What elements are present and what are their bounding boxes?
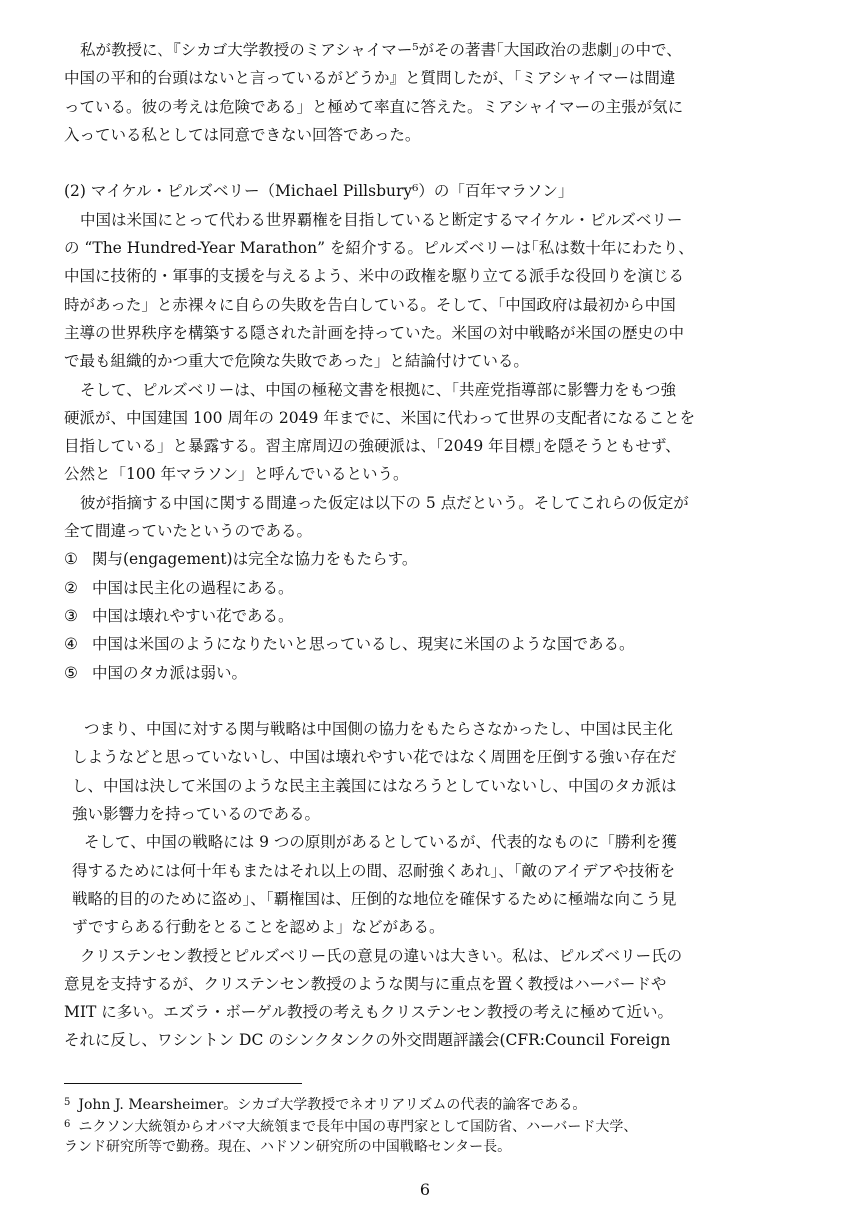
text-line: 目指している」と暴露する。習主席周辺の強硬派は、｢2049 年目標｣を隠そうともせず、 bbox=[64, 437, 681, 456]
text-line: つまり、中国に対する関与戦略は中国側の協力をもたらさなかったし、中国は民主化 bbox=[84, 720, 674, 739]
text-line: で最も組織的かつ重大で危険な失敗であった」と結論付けている。 bbox=[64, 352, 529, 371]
paragraph-principles bbox=[64, 828, 794, 941]
list-number: ① bbox=[64, 550, 78, 569]
list-text: 中国は壊れやすい花である。 bbox=[92, 606, 294, 625]
paragraph-assumptions bbox=[64, 489, 794, 546]
footnote-5 bbox=[64, 1092, 804, 1114]
list-number: ② bbox=[64, 578, 78, 597]
paragraph-comparison bbox=[64, 942, 794, 1055]
text-line: 公然と「100 年マラソン」と呼んでいるという。 bbox=[64, 465, 409, 484]
footnote-mark: 5 bbox=[64, 1097, 71, 1108]
text-line: 私が教授に､『シカゴ大学教授のミアシャイマー⁵がその著書｢大国政治の悲劇｣の中で、 bbox=[80, 41, 682, 59]
footnote-6 bbox=[64, 1114, 804, 1136]
text-line: クリステンセン教授とピルズベリー氏の意見の違いは大きい。私は、ピルズベリー氏の bbox=[80, 946, 683, 965]
footnote-text: ニクソン大統領からオバマ大統領まで長年中国の専門家として国防省、ハーバード大学、 bbox=[78, 1119, 638, 1135]
paragraph-mearsheimer bbox=[64, 36, 794, 149]
text-line: 戦略的目的のために盗め」、「覇権国は、圧倒的な地位を確保するために極端な向こう見 bbox=[72, 889, 677, 908]
paragraph-gap bbox=[64, 149, 794, 177]
list-item bbox=[64, 545, 794, 573]
section-heading: (2) マイケル・ピルズベリー（Michael Pillsbury⁶）の「百年マラソン」 bbox=[64, 182, 574, 201]
paragraph-gap bbox=[64, 687, 794, 715]
list-text: 関与(engagement)は完全な協力をもたらす。 bbox=[92, 550, 418, 569]
list-number: ⑤ bbox=[64, 663, 78, 682]
list-item bbox=[64, 602, 794, 630]
text-line: 硬派が、中国建国 100 周年の 2049 年までに、米国に代わって世界の支配者になることを bbox=[64, 408, 696, 427]
paragraph-conclusion bbox=[64, 715, 794, 828]
text-line: そして、中国の戦略には 9 つの原則があるとしているが、代表的なものに「勝利を獲 bbox=[84, 833, 677, 852]
text-line: 中国に技術的・軍事的支援を与えるよう、米中の政権を駆り立てる派手な役回りを演じる bbox=[64, 267, 685, 286]
footnote-divider bbox=[64, 1083, 302, 1084]
text-line: 主導の世界秩序を構築する隠された計画を持っていた。米国の対中戦略が米国の歴史の中 bbox=[64, 323, 685, 342]
paragraph-hardliners bbox=[64, 376, 794, 489]
list-item bbox=[64, 659, 794, 687]
list-number: ③ bbox=[64, 606, 78, 625]
text-line: 全て間違っていたというのである。 bbox=[64, 522, 313, 541]
text-line: 入っている私としては同意できない回答であった。 bbox=[64, 125, 421, 144]
text-line: しようなどと思っていないし、中国は壊れやすい花ではなく周囲を圧倒する強い存在だ bbox=[72, 748, 677, 767]
list-text: 中国のタカ派は弱い。 bbox=[92, 663, 248, 682]
text-line: そして、ピルズベリーは、中国の極秘文書を根拠に、「共産党指導部に影響力をもつ強 bbox=[80, 380, 676, 399]
footnote-mark: 6 bbox=[64, 1119, 71, 1130]
list-text: 中国は民主化の過程にある。 bbox=[92, 578, 294, 597]
list-text: 中国は米国のようになりたいと思っているし、現実に米国のような国である。 bbox=[92, 635, 635, 654]
text-line: 意見を支持するが、クリステンセン教授のような関与に重点を置く教授はハーバードや bbox=[64, 974, 667, 993]
text-line: 強い影響力を持っているのである。 bbox=[72, 805, 321, 824]
text-line: 彼が指摘する中国に関する間違った仮定は以下の 5 点だという。そしてこれらの仮定が bbox=[80, 493, 689, 512]
list-item bbox=[64, 574, 794, 602]
list-item bbox=[64, 630, 794, 658]
text-line: ずですらある行動をとることを認めよ」などがある。 bbox=[72, 918, 445, 937]
footnote-6-continued bbox=[64, 1136, 804, 1158]
text-line: 時があった」と赤裸々に自らの失敗を告白している。そして、｢中国政府は最初から中国 bbox=[64, 295, 676, 314]
text-line: っている。彼の考えは危険である」と極めて率直に答えた。ミアシャイマーの主張が気に bbox=[64, 97, 684, 116]
text-line: MIT に多い。エズラ・ボーゲル教授の考えもクリステンセン教授の考えに極めて近い。 bbox=[64, 1003, 674, 1022]
text-line: 中国は米国にとって代わる世界覇権を目指していると断定するマイケル・ピルズベリー bbox=[80, 210, 683, 229]
text-line: それに反し、ワシントン DC のシンクタンクの外交問題評議会(CFR:Council Foreign bbox=[64, 1031, 671, 1050]
text-line: 得するためには何十年もまたはそれ以上の間、忍耐強くあれ」、「敵のアイデアや技術を bbox=[72, 861, 676, 880]
text-line: 中国の平和的台頭はないと言っているがどうか』と質問したが、「ミアシャイマーは間違 bbox=[64, 69, 676, 88]
footnotes bbox=[64, 1092, 804, 1158]
document-page bbox=[64, 36, 794, 1055]
text-line: し、中国は決して米国のような民主主義国にはなろうとしていないし、中国のタカ派は bbox=[72, 776, 677, 795]
paragraph-pillsbury-intro bbox=[64, 206, 794, 376]
assumption-list bbox=[64, 545, 794, 686]
list-number: ④ bbox=[64, 635, 78, 654]
footnote-text: John J. Mearsheimer。シカゴ大学教授でネオリアリズムの代表的論客である。 bbox=[78, 1097, 587, 1113]
footnote-text: ランド研究所等で勤務。現在、ハドソン研究所の中国戦略センター長。 bbox=[64, 1139, 512, 1155]
text-line: の “The Hundred-Year Marathon” を紹介する。ピルズベリーは｢私は数十年にわたり、 bbox=[64, 239, 694, 258]
page-number: 6 bbox=[419, 1180, 431, 1199]
